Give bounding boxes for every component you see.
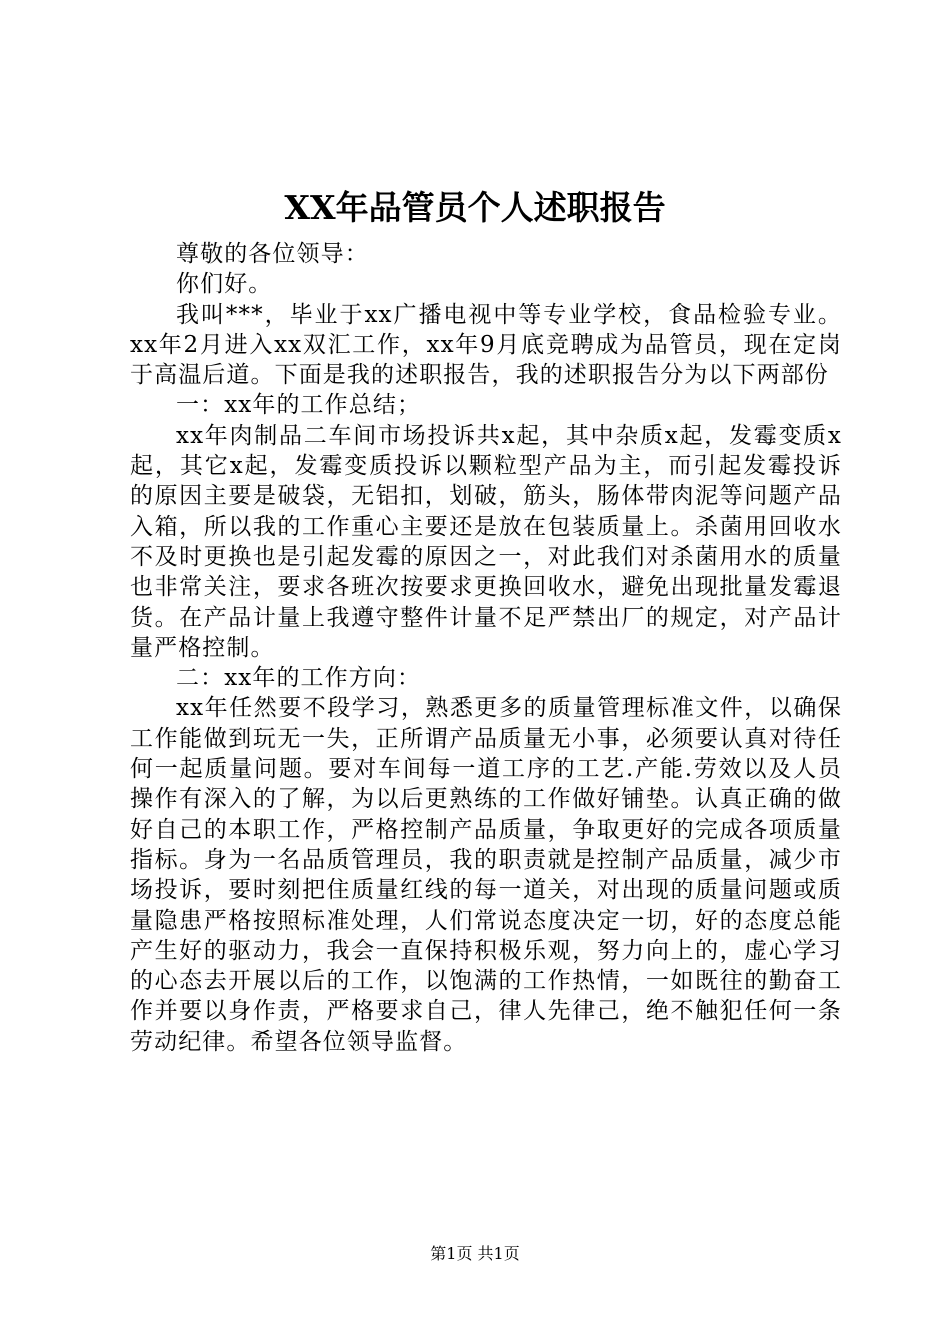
intro-paragraph: 我叫***，毕业于xx广播电视中等专业学校，食品检验专业。xx年2月进入xx双汇工作，xx年9月底竞聘成为品管员，现在定岗于高温后道。下面是我的述职报告，我的述职报告分为以下两部份 [130,301,842,389]
document-body [130,239,842,1057]
page-footer: 第1页 共1页 [430,1244,520,1263]
salutation: 尊敬的各位领导： [176,241,369,267]
summary-paragraph: xx年肉制品二车间市场投诉共x起，其中杂质x起，发霉变质x起，其它x起，发霉变质投诉以颗粒型产品为主，而引起发霉投诉的原因主要是破袋，无铝扣，划破，筋头，肠体带肉泥等问题产品入箱，所以我的工作重心主要还是放在包装质量上。杀菌用回收水不及时更换也是引起发霉的原因之一，对此我们对杀菌用水的质量也非常关注，要求各班次按要求更换回收水，避免出现批量发霉退货。在产品计量上我遵守整件计量不足严禁出厂的规定，对产品计量严格控制。 [130,422,842,661]
direction-paragraph: xx年任然要不段学习，熟悉更多的质量管理标准文件，以确保工作能做到玩无一失，正所谓产品质量无小事，必须要认真对待任何一起质量问题。要对车间每一道工序的工艺.产能.劳效以及人员操作有深入的了解，为以后更熟练的工作做好铺垫。认真正确的做好自己的本职工作，严格控制产品质量，争取更好的完成各项质量指标。身为一名品质管理员，我的职责就是控制产品质量，减少市场投诉，要时刻把住质量红线的每一道关，对出现的质量问题或质量隐患严格按照标准处理，人们常说态度决定一切，好的态度总能产生好的驱动力，我会一直保持积极乐观，努力向上的，虚心学习的心态去开展以后的工作，以饱满的工作热情，一如既往的勤奋工作并要以身作责，严格要求自己，律人先律己，绝不触犯任何一条劳动纪律。希望各位领导监督。 [130,695,842,1055]
greeting: 你们好。 [176,271,273,298]
section-heading-direction: 二：xx年的工作方向： [176,665,422,692]
document-title: XX年品管员个人述职报告 [284,188,666,227]
section-heading-summary: 一：xx年的工作总结； [176,392,422,419]
